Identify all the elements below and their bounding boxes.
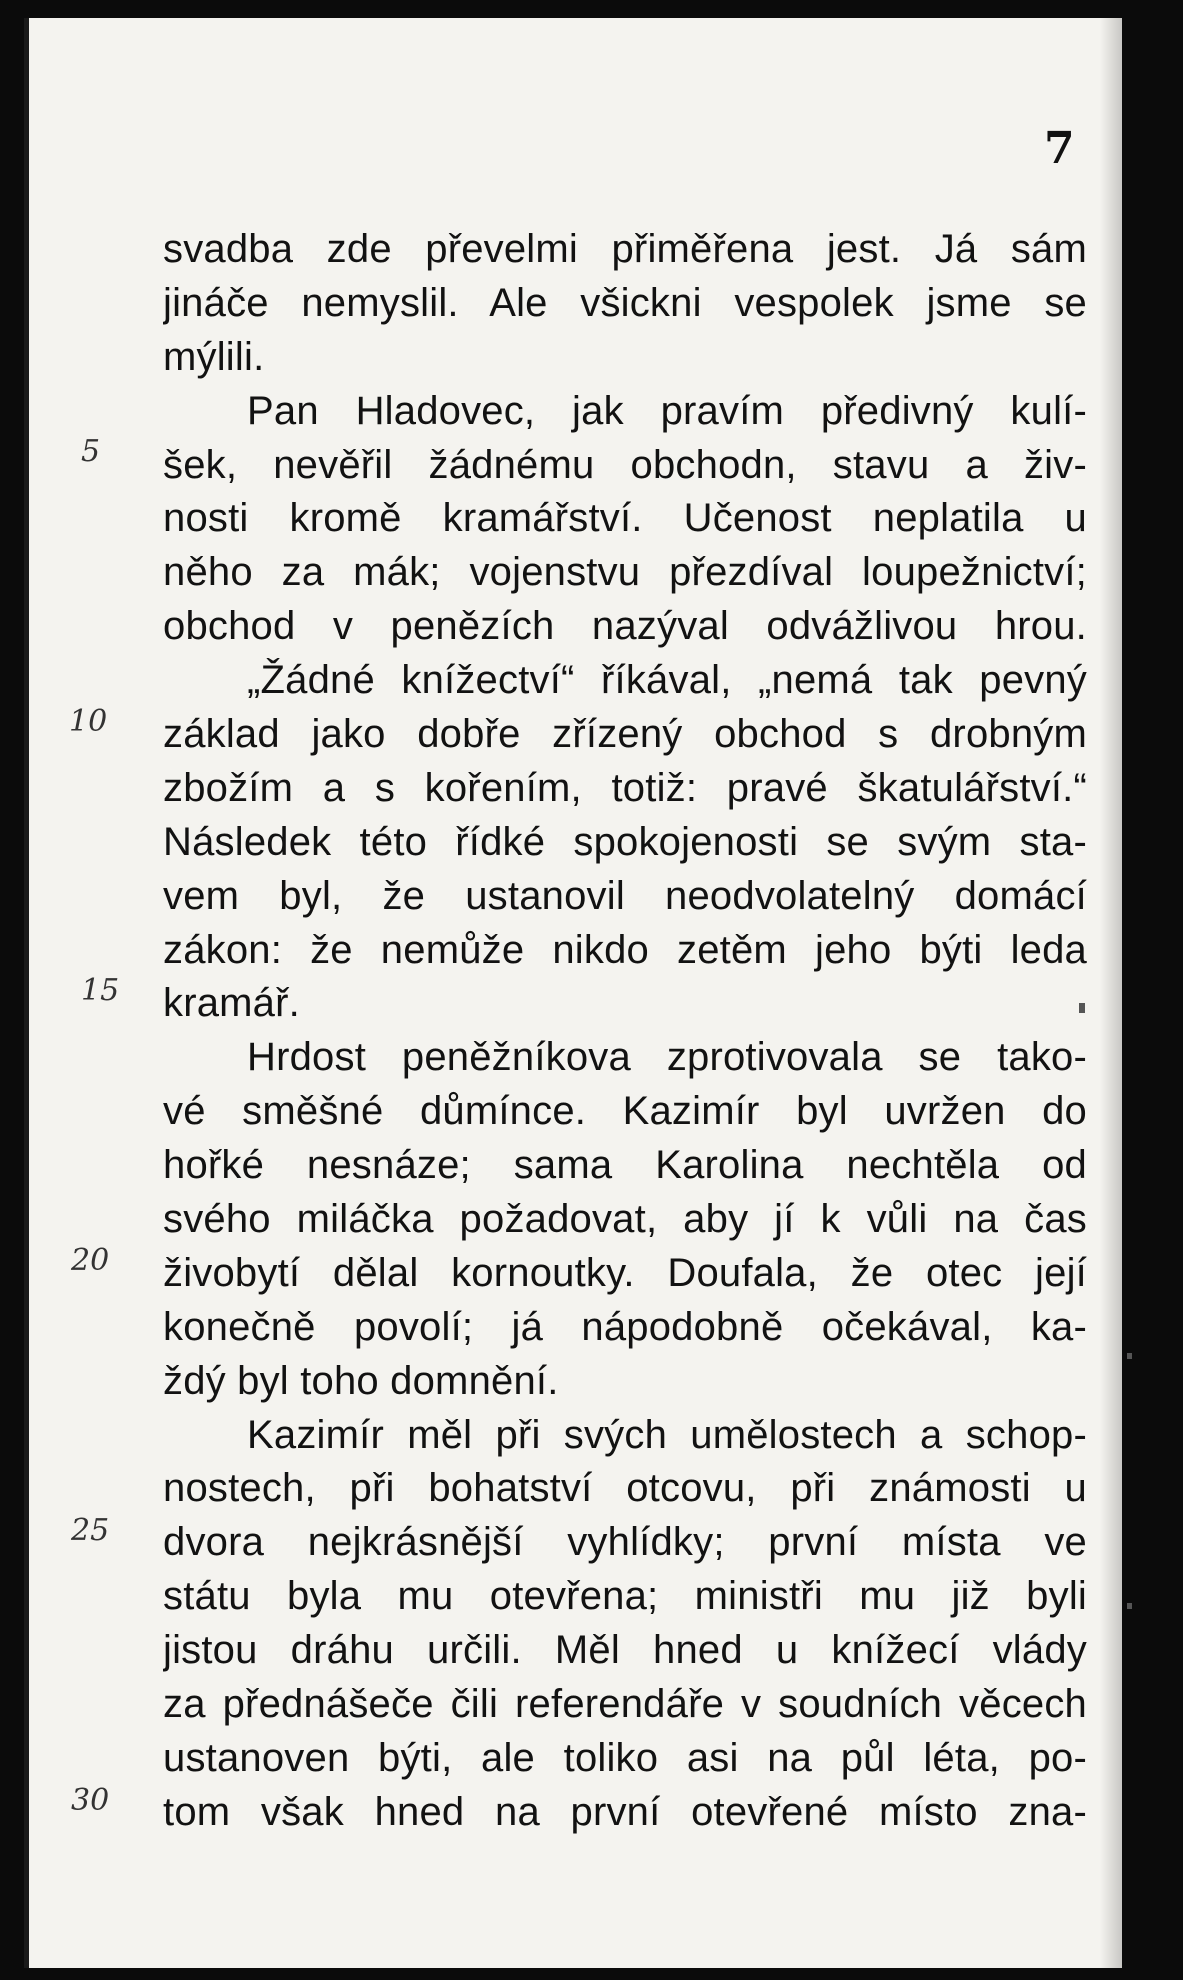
margin-line-count: 20 <box>71 1243 110 1278</box>
page-shadow <box>1100 18 1122 1968</box>
text-line: obchod v penězích nazýval odvážlivou hrou. <box>163 604 1087 649</box>
text-line: svého miláčka požadovat, aby jí k vůli na čas <box>163 1197 1087 1242</box>
text-line: ustanoven býti, ale toliko asi na půl léta, po- <box>163 1735 1087 1780</box>
text-line: kramář. <box>163 981 300 1026</box>
body-text <box>163 223 1087 1840</box>
book-page <box>24 18 1122 1968</box>
text-line: Kazimír měl při svých umělostech a schop- <box>247 1412 1087 1457</box>
paper-speck <box>1127 1353 1132 1359</box>
paper-speck <box>1127 1603 1132 1609</box>
text-line: základ jako dobře zřízený obchod s drobným <box>163 712 1087 757</box>
text-line: vé směšné důmínce. Kazimír byl uvržen do <box>163 1089 1087 1134</box>
text-line: jináče nemyslil. Ale všickni vespolek jsme se <box>163 280 1087 325</box>
text-line: státu byla mu otevřena; ministři mu již byli <box>163 1574 1087 1619</box>
text-line: „Žádné knížectví“ říkával, „nemá tak pevný <box>247 658 1087 703</box>
paper-speck <box>1079 1003 1085 1013</box>
text-line: Následek této řídké spokojenosti se svým sta- <box>163 819 1087 864</box>
text-line: něho za mák; vojenstvu přezdíval loupežnictví; <box>163 550 1087 595</box>
margin-line-count: 5 <box>81 434 101 469</box>
page-number: 7 <box>1044 123 1075 174</box>
text-line: svadba zde převelmi přiměřena jest. Já sám <box>163 227 1087 271</box>
text-line: vem byl, že ustanovil neodvolatelný domácí <box>163 873 1087 918</box>
margin-line-count: 10 <box>69 704 108 739</box>
text-line: ždý byl toho domnění. <box>163 1358 559 1403</box>
margin-line-count: 15 <box>81 973 120 1008</box>
text-line: šek, nevěřil žádnému obchodn, stavu a živ- <box>163 442 1087 487</box>
text-line: živobytí dělal kornoutky. Doufala, že otec její <box>163 1250 1087 1295</box>
text-line: zbožím a s kořením, totiž: pravé škatulářství.“ <box>163 765 1087 810</box>
margin-line-count: 25 <box>71 1513 110 1548</box>
text-line: konečně povolí; já nápodobně očekával, ka- <box>163 1304 1087 1349</box>
text-line: dvora nejkrásnější vyhlídky; první místa ve <box>163 1520 1087 1565</box>
text-line: tom však hned na první otevřené místo zna- <box>163 1789 1087 1834</box>
text-line: Pan Hladovec, jak pravím předivný kulí- <box>247 388 1087 433</box>
text-line: Hrdost peněžníkova zprotivovala se tako- <box>247 1035 1087 1080</box>
text-line: hořké nesnáze; sama Karolina nechtěla od <box>163 1143 1087 1188</box>
text-line: mýlili. <box>163 334 265 379</box>
text-line: nostech, při bohatství otcovu, při známosti u <box>163 1466 1087 1511</box>
text-line: zákon: že nemůže nikdo zetěm jeho býti leda <box>163 927 1087 972</box>
text-line: za přednášeče čili referendáře v soudních věcech <box>163 1682 1087 1727</box>
margin-line-count: 30 <box>71 1783 110 1818</box>
text-line: nosti kromě kramářství. Učenost neplatila u <box>163 496 1087 541</box>
text-line: jistou dráhu určili. Měl hned u knížecí vlády <box>163 1628 1087 1673</box>
